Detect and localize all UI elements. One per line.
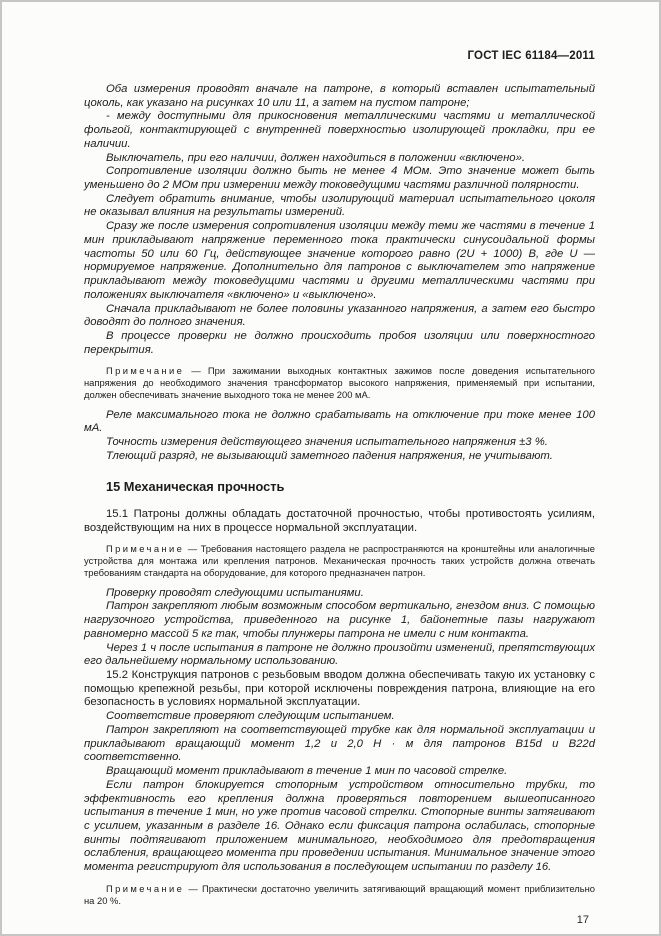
note-label: Примечание — [106, 365, 185, 377]
paragraph-test-method: Патрон закрепляют на соответствующей трубке как для нормальной эксплуатации и прикладывают вращающий момент 1,2 и 2,0 Н · м для патронов B15d и B22d соответственно. — [84, 723, 595, 764]
paragraph-test-method: - между доступными для прикосновения металлическими частями и металлической фольгой, контактирующей с внутренней поверхностью изолирующей прокладки, при ее наличии. — [84, 110, 595, 150]
paragraph-test-method: Вращающий момент прикладывают в течение 1 мин по часовой стрелке. — [106, 765, 508, 778]
document-body — [84, 83, 595, 914]
paragraph-test-method: Оба измерения проводят вначале на патроне, в который вставлен испытательный цоколь, как указано на рисунках 10 или 11, а затем на пустом патроне; — [84, 83, 595, 109]
paragraph-test-method: Проверку проводят следующими испытаниями. — [106, 586, 364, 599]
note-label: Примечание — [106, 543, 185, 555]
document-code-header: ГОСТ IEC 61184—2011 — [467, 50, 595, 62]
paragraph-test-method: Следует обратить внимание, чтобы изолирующий материал испытательного цоколя не оказывал влияния на результаты измерений. — [84, 192, 595, 219]
paragraph-test-method: Через 1 ч после испытания в патроне не должно произойти изменений, препятствующих его дальнейшему нормальному использованию. — [84, 641, 595, 668]
paragraph-test-method: Тлеющий разряд, не вызывающий заметного падения напряжения, не учитывают. — [106, 449, 553, 462]
paragraph-test-method: Сначала прикладывают не более половины указанного напряжения, а затем его быстро доводят до полного значения. — [84, 302, 595, 329]
paragraph-test-method: Сразу же после измерения сопротивления изоляции между теми же частями в течение 1 мин прикладывают напряжение переменного тока практически синусоидальной формы частоты 50 или 60 Гц, действующее значение которого равно (2U + 1000) В, где U — нормируемое напряжение. Дополнительно для патронов с выключателем это напряжение прикладывают между токоведущими частями и другими металлическими частями при положениях выключателя «включено» и «выключено». — [84, 220, 595, 301]
paragraph-test-method: В процессе проверки не должно происходить пробоя изоляции или поверхностного перекрытия. — [84, 329, 595, 356]
paragraph-test-method: Если патрон блокируется стопорным устройством относительно трубки, то эффективность его крепления должна проверяться повторением вышеописанного испытания в течение 1 мин, но уже против часовой стрелки. Стопорные винты затягивают с усилием, указанным в разделе 16. Однако если фиксация патрона ослабилась, стопорные винты подтягивают приложением минимального, необходимого для предотвращения ослабления, вращающего момента при проведении испытания. Минимальное значение этого момента регистрируют для использования в последующем испытании по разделу 16. — [84, 778, 595, 874]
paragraph-test-method: Соответствие проверяют следующим испытанием. — [106, 710, 395, 723]
paragraph-test-method: Патрон закрепляют любым возможным способом вертикально, гнездом вниз. С помощью нагрузочного устройства, приведенного на рисунке 1, байонетные пазы нагружают равномерно массой 5 кг так, чтобы плунжеры патрона не имели с ним контакта. — [84, 600, 595, 640]
paragraph-test-method: Точность измерения действующего значения испытательного напряжения ±3 %. — [106, 436, 548, 449]
note-paragraph: Примечание — Практически достаточно увеличить затягивающий вращающий момент приблизительно на 20 %. — [84, 882, 595, 906]
paragraph-test-method: Выключатель, при его наличии, должен находиться в положении «включено». — [106, 151, 526, 164]
note-label: Примечание — [106, 882, 185, 894]
note-paragraph: Примечание — При зажимании выходных контактных зажимов после доведения испытательного напряжения до необходимого значения трансформатор высокого напряжения, применяемый при испытании, должен обеспечивать значение выходного тока не менее 200 мА. — [84, 365, 595, 400]
paragraph-requirement: 15.2 Конструкция патронов с резьбовым вводом должна обеспечивать такую их установку с помощью крепежной резьбы, при которой исключены повреждения патрона, влияющие на его безопасность в условиях нормальной эксплуатации. — [84, 669, 595, 709]
paragraph-requirement: 15.1 Патроны должны обладать достаточной прочностью, чтобы противостоять усилиям, воздействующим на них в процессе нормальной эксплуатации. — [84, 508, 595, 534]
page-number: 17 — [576, 914, 589, 927]
paragraph-test-method: Сопротивление изоляции должно быть не менее 4 МОм. Это значение может быть уменьшено до 2 МОм при измерении между токоведущими частями различной полярности. — [84, 165, 595, 192]
paragraph-test-method: Реле максимального тока не должно срабатывать на отключение при токе менее 100 мА. — [84, 408, 595, 435]
section-heading: 15 Механическая прочность — [106, 478, 285, 494]
note-paragraph: Примечание — Требования настоящего раздела не распространяются на кронштейны или аналогичные устройства для монтажа или крепления патронов. Механическая прочность таких устройств должна отвечать требованиям стандарта на оборудование, для которого предназначен патрон. — [84, 543, 595, 578]
